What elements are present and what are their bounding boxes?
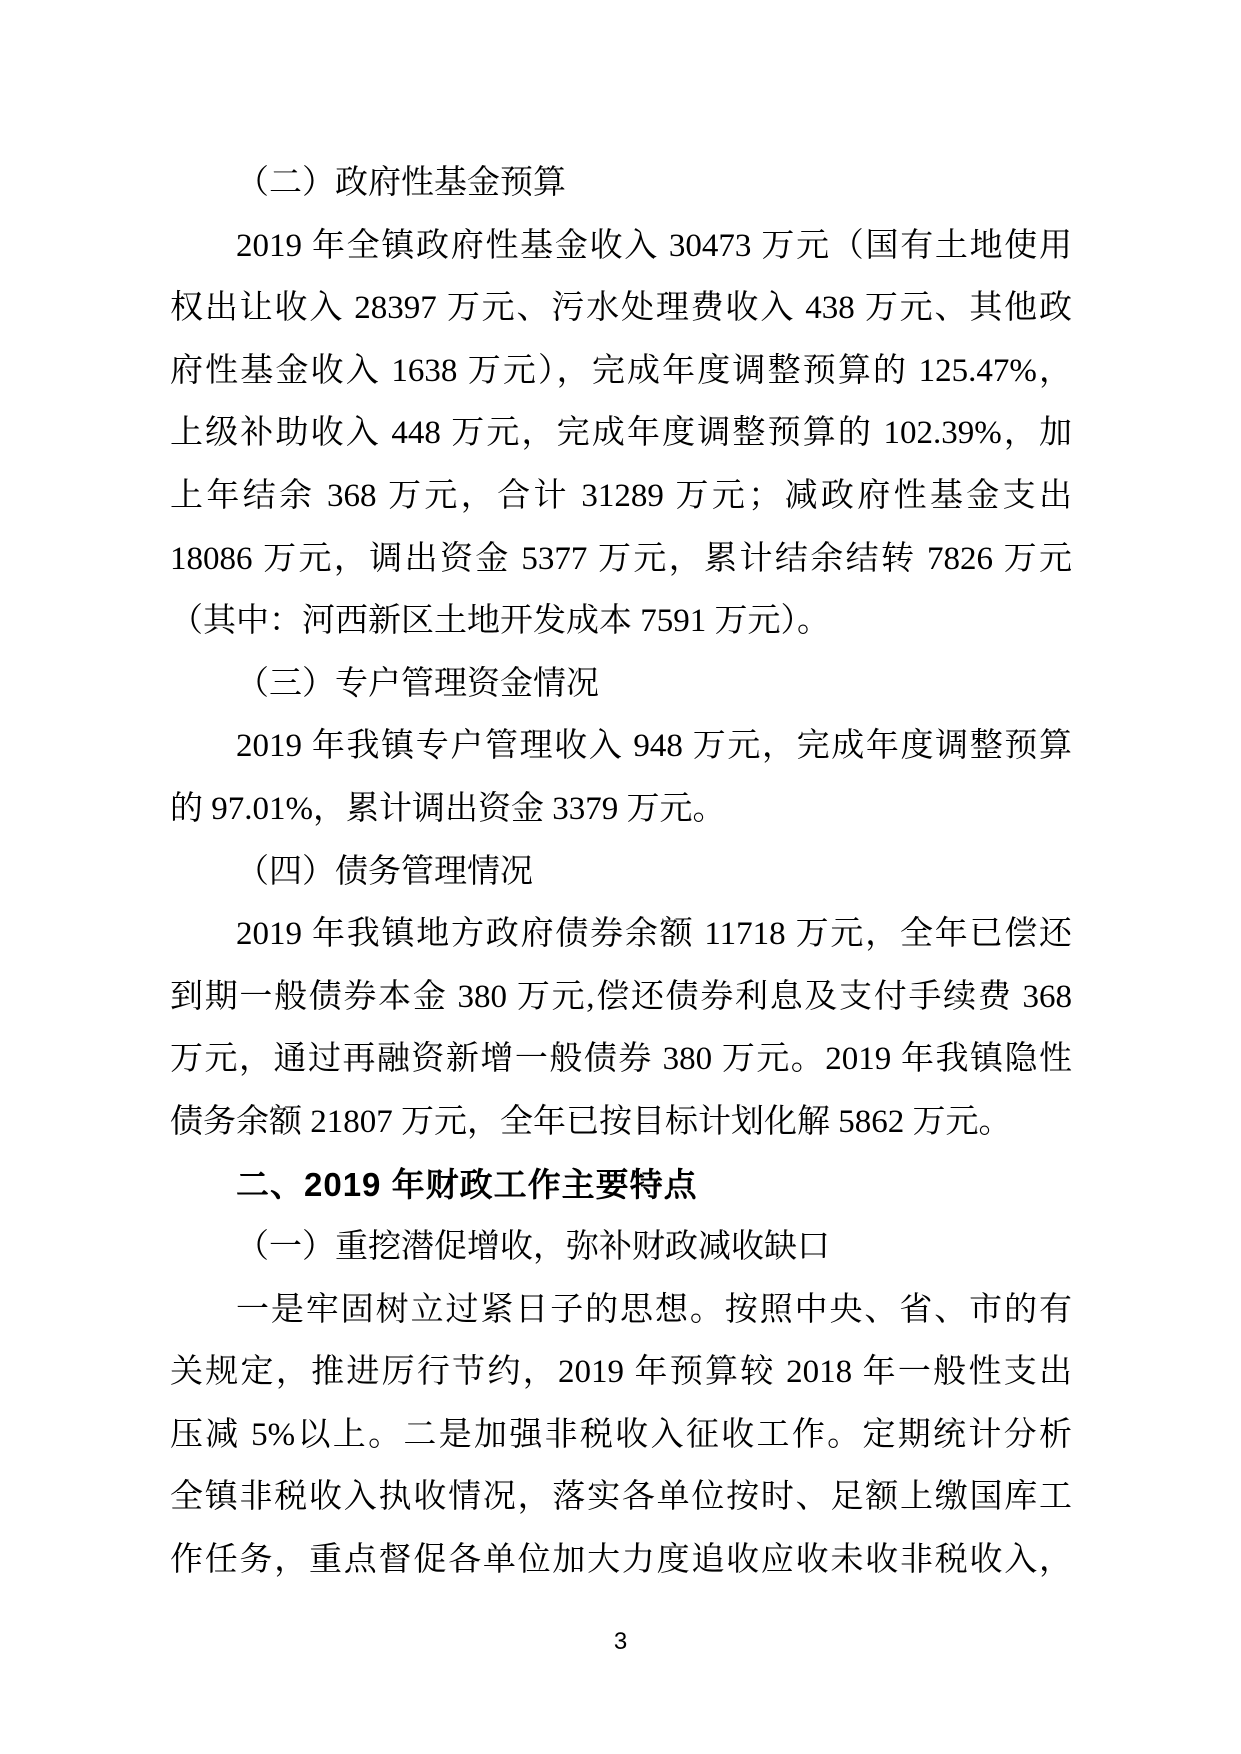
section-heading-1: （一）重挖潜促增收，弥补财政减收缺口 [236, 1229, 830, 1266]
paragraph-line: 债务余额 21807 万元，全年已按目标计划化解 5862 万元。 [170, 1103, 1012, 1140]
paragraph-line: 到期一般债券本金 380 万元,偿还债券利息及支付手续费 368 [170, 978, 1072, 1015]
paragraph-line: 上级补助收入 448 万元，完成年度调整预算的 102.39%，加 [170, 415, 1072, 452]
paragraph-line: 全镇非税收入执收情况，落实各单位按时、足额上缴国库工 [170, 1479, 1072, 1516]
chapter-heading: 二、2019 年财政工作主要特点 [236, 1165, 698, 1203]
paragraph-line: 关规定，推进厉行节约，2019 年预算较 2018 年一般性支出 [170, 1354, 1072, 1391]
section-heading-2: （二）政府性基金预算 [236, 165, 566, 201]
section-heading-3: （三）专户管理资金情况 [236, 665, 599, 702]
paragraph-line: 上年结余 368 万元，合计 31289 万元；减政府性基金支出 [170, 477, 1072, 514]
paragraph-line: 万元，通过再融资新增一般债券 380 万元。2019 年我镇隐性 [170, 1041, 1072, 1078]
paragraph-line: 18086 万元，调出资金 5377 万元，累计结余结转 7826 万元 [170, 540, 1072, 577]
paragraph-line: 作任务，重点督促各单位加大力度追收应收未收非税收入， [170, 1542, 1072, 1579]
paragraph-line: 2019 年我镇专户管理收入 948 万元，完成年度调整预算 [236, 728, 1072, 765]
paragraph-line: 2019 年全镇政府性基金收入 30473 万元（国有土地使用 [236, 227, 1072, 264]
paragraph-line: 府性基金收入 1638 万元），完成年度调整预算的 125.47%， [170, 352, 1072, 389]
document-body [170, 152, 1072, 1592]
paragraph-line: 的 97.01%，累计调出资金 3379 万元。 [170, 790, 726, 827]
paragraph-line: （其中：河西新区土地开发成本 7591 万元）。 [170, 603, 830, 640]
paragraph-line: 2019 年我镇地方政府债券余额 11718 万元，全年已偿还 [236, 916, 1072, 953]
paragraph-line: 一是牢固树立过紧日子的思想。按照中央、省、市的有 [236, 1291, 1072, 1328]
page-number: 3 [613, 1628, 628, 1655]
paragraph-line: 压减 5%以上。二是加强非税收入征收工作。定期统计分析 [170, 1416, 1072, 1453]
paragraph-line: 权出让收入 28397 万元、污水处理费收入 438 万元、其他政 [170, 290, 1072, 327]
section-heading-4: （四）债务管理情况 [236, 853, 533, 890]
